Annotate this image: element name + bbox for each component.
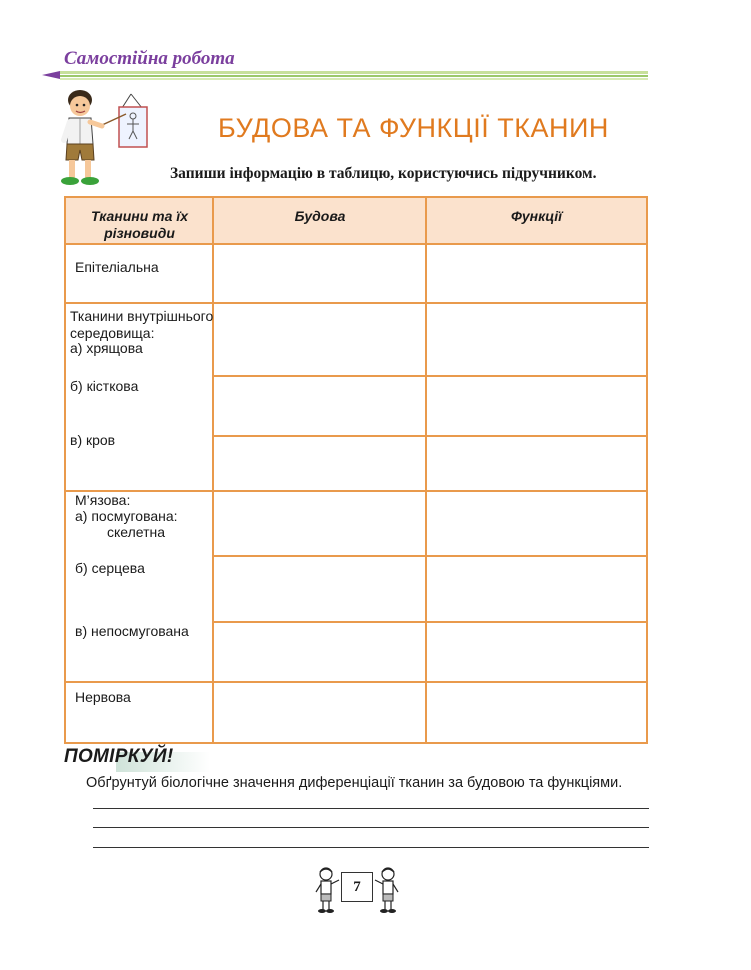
cell-epithelial-functions[interactable] bbox=[427, 245, 646, 301]
column-header-tissues bbox=[66, 198, 213, 244]
row-label-cardiac: б) серцева bbox=[75, 560, 145, 576]
row-label-cartilage: а) хрящова bbox=[70, 340, 143, 356]
row-label-internal-environment: Тканини внутрішнього середовища: bbox=[70, 308, 214, 341]
tissue-table bbox=[64, 196, 648, 744]
answer-line[interactable] bbox=[93, 808, 649, 809]
header-rule bbox=[42, 69, 648, 81]
section-label: Самостійна робота bbox=[64, 48, 235, 69]
row-divider bbox=[212, 555, 646, 557]
row-divider bbox=[212, 621, 646, 623]
answer-line[interactable] bbox=[93, 847, 649, 848]
row-divider bbox=[212, 435, 646, 437]
boy-pointing-illustration bbox=[56, 86, 156, 192]
row-label-epithelial: Епітеліальна bbox=[75, 259, 159, 275]
row-divider bbox=[66, 302, 646, 304]
right-kid-icon bbox=[374, 866, 400, 914]
think-question: Обґрунтуй біологічне значення диференціації тканин за будовою та функціями. bbox=[86, 775, 623, 791]
cell-epithelial-structure[interactable] bbox=[214, 245, 424, 301]
row-label-striated: а) посмугована: bbox=[75, 508, 178, 524]
column-header-functions bbox=[427, 198, 646, 244]
column-header-structure-text: Будова bbox=[294, 208, 346, 224]
row-label-smooth: в) непосмугована bbox=[75, 623, 189, 639]
instruction-text: Запиши інформацію в таблицю, користуючись підручником. bbox=[170, 165, 597, 182]
think-heading: ПОМІРКУЙ! bbox=[64, 746, 174, 767]
row-label-blood: в) кров bbox=[70, 432, 116, 448]
row-divider bbox=[212, 375, 646, 377]
column-header-functions-text: Функції bbox=[510, 208, 563, 224]
row-label-nervous: Нервова bbox=[75, 689, 131, 705]
column-header-structure bbox=[214, 198, 426, 244]
row-label-bone: б) кісткова bbox=[70, 378, 139, 394]
row-label-skeletal: скелетна bbox=[107, 524, 166, 540]
page-number: 7 bbox=[341, 872, 373, 902]
row-label-muscle: М’язова: bbox=[75, 492, 131, 508]
answer-line[interactable] bbox=[93, 827, 649, 828]
cell-nervous-structure[interactable] bbox=[214, 683, 424, 742]
cell-nervous-functions[interactable] bbox=[427, 683, 646, 742]
page-title: БУДОВА ТА ФУНКЦІЇ ТКАНИН bbox=[218, 113, 609, 143]
row-divider bbox=[66, 490, 646, 492]
column-header-tissues-text: Тканини та їх різновиди bbox=[91, 208, 188, 241]
left-kid-icon bbox=[314, 866, 340, 914]
